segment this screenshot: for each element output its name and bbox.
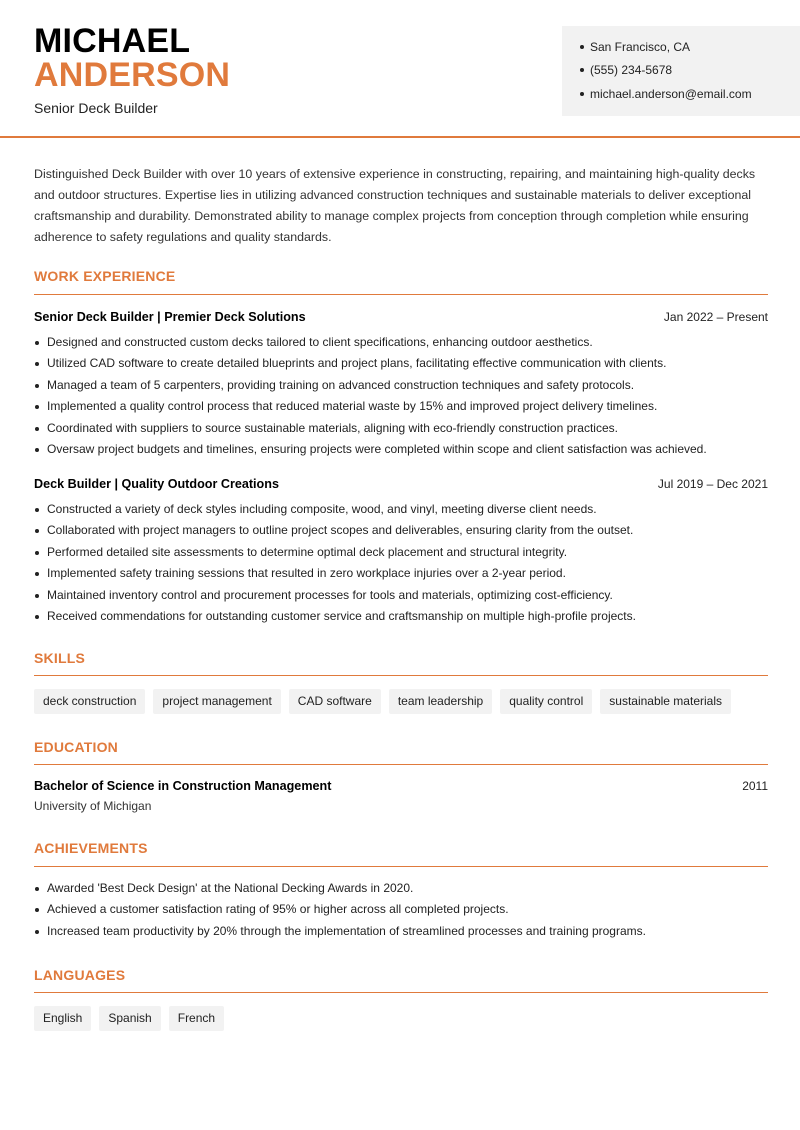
list-item: Received commendations for outstanding customer service and craftsmanship on multiple high-profile projects.: [34, 606, 768, 627]
job-dates: Jan 2022 – Present: [663, 310, 768, 324]
section-divider: [34, 294, 768, 295]
skill-chip: CAD software: [289, 689, 381, 714]
skills-list: [34, 689, 731, 714]
section-divider: [34, 992, 768, 993]
contact-location: San Francisco, CA: [580, 40, 690, 54]
list-item: Constructed a variety of deck styles including composite, wood, and vinyl, meeting diverse client needs.: [34, 499, 768, 520]
job-dates: Jul 2019 – Dec 2021: [657, 477, 768, 491]
list-item: Implemented safety training sessions that resulted in zero workplace injuries over a 2-year period.: [34, 563, 768, 584]
section-title-education: EDUCATION: [34, 739, 118, 755]
list-item: Implemented a quality control process that reduced material waste by 15% and improved project delivery timelines.: [34, 396, 768, 417]
list-item: Awarded 'Best Deck Design' at the National Decking Awards in 2020.: [34, 878, 768, 899]
section-divider: [34, 866, 768, 867]
education-degree: Bachelor of Science in Construction Management: [34, 779, 332, 793]
job-header: [34, 310, 768, 324]
list-item: Performed detailed site assessments to determine optimal deck placement and structural integrity.: [34, 542, 768, 563]
list-item: Designed and constructed custom decks tailored to client specifications, enhancing outdoor aesthetics.: [34, 332, 768, 353]
bullet-icon: [580, 68, 584, 72]
contact-email[interactable]: michael.anderson@email.com: [580, 87, 752, 101]
section-divider: [34, 675, 768, 676]
skill-chip: project management: [153, 689, 280, 714]
section-divider: [34, 764, 768, 765]
last-name: ANDERSON: [34, 56, 231, 94]
job-role: Senior Deck Builder | Premier Deck Solutions: [34, 310, 306, 324]
skill-chip: deck construction: [34, 689, 145, 714]
first-name: MICHAEL: [34, 22, 191, 60]
list-item: Increased team productivity by 20% through the implementation of streamlined processes and training programs.: [34, 921, 768, 942]
summary-paragraph: Distinguished Deck Builder with over 10 years of extensive experience in constructing, repairing, and maintaining high-quality decks and outdoor structures. Expertise lies in utilizing advanced construction techniques and sustainable materials to deliver exceptional craftsmanship and durability. Demonstrated ability to manage complex projects from conception through completion while ensuring adherence to safety regulations and quality standards.: [34, 167, 756, 244]
section-title-work: WORK EXPERIENCE: [34, 268, 176, 284]
skill-chip: team leadership: [389, 689, 492, 714]
job-title: Senior Deck Builder: [34, 100, 158, 116]
resume-header: [0, 0, 800, 138]
skill-chip: sustainable materials: [600, 689, 731, 714]
section-title-skills: SKILLS: [34, 650, 85, 666]
education-school: University of Michigan: [34, 799, 152, 813]
job-role: Deck Builder | Quality Outdoor Creations: [34, 477, 279, 491]
job-header: [34, 477, 768, 491]
bullet-icon: [580, 92, 584, 96]
list-item: Coordinated with suppliers to source sustainable materials, aligning with eco-friendly construction practices.: [34, 418, 768, 439]
contact-phone: (555) 234-5678: [580, 63, 672, 77]
list-item: Utilized CAD software to create detailed blueprints and project plans, facilitating effective communication with clients.: [34, 353, 768, 374]
contact-box: [562, 26, 800, 116]
list-item: Managed a team of 5 carpenters, providing training on advanced construction techniques and safety protocols.: [34, 375, 768, 396]
list-item: Collaborated with project managers to outline project scopes and deliverables, ensuring clarity from the outset.: [34, 520, 768, 541]
skill-chip: quality control: [500, 689, 592, 714]
section-title-languages: LANGUAGES: [34, 967, 126, 983]
job-bullets: [34, 499, 768, 627]
list-item: Achieved a customer satisfaction rating of 95% or higher across all completed projects.: [34, 899, 768, 920]
bullet-icon: [580, 45, 584, 49]
job-bullets: [34, 332, 768, 460]
language-chip: Spanish: [99, 1006, 160, 1031]
languages-list: [34, 1006, 224, 1031]
language-chip: French: [169, 1006, 224, 1031]
language-chip: English: [34, 1006, 91, 1031]
education-year: 2011: [742, 779, 768, 793]
section-title-achievements: ACHIEVEMENTS: [34, 840, 148, 856]
list-item: Oversaw project budgets and timelines, ensuring projects were completed within scope and client satisfaction was achieved.: [34, 439, 768, 460]
achievements-list: [34, 878, 768, 942]
list-item: Maintained inventory control and procurement processes for tools and materials, optimizing cost-efficiency.: [34, 585, 768, 606]
